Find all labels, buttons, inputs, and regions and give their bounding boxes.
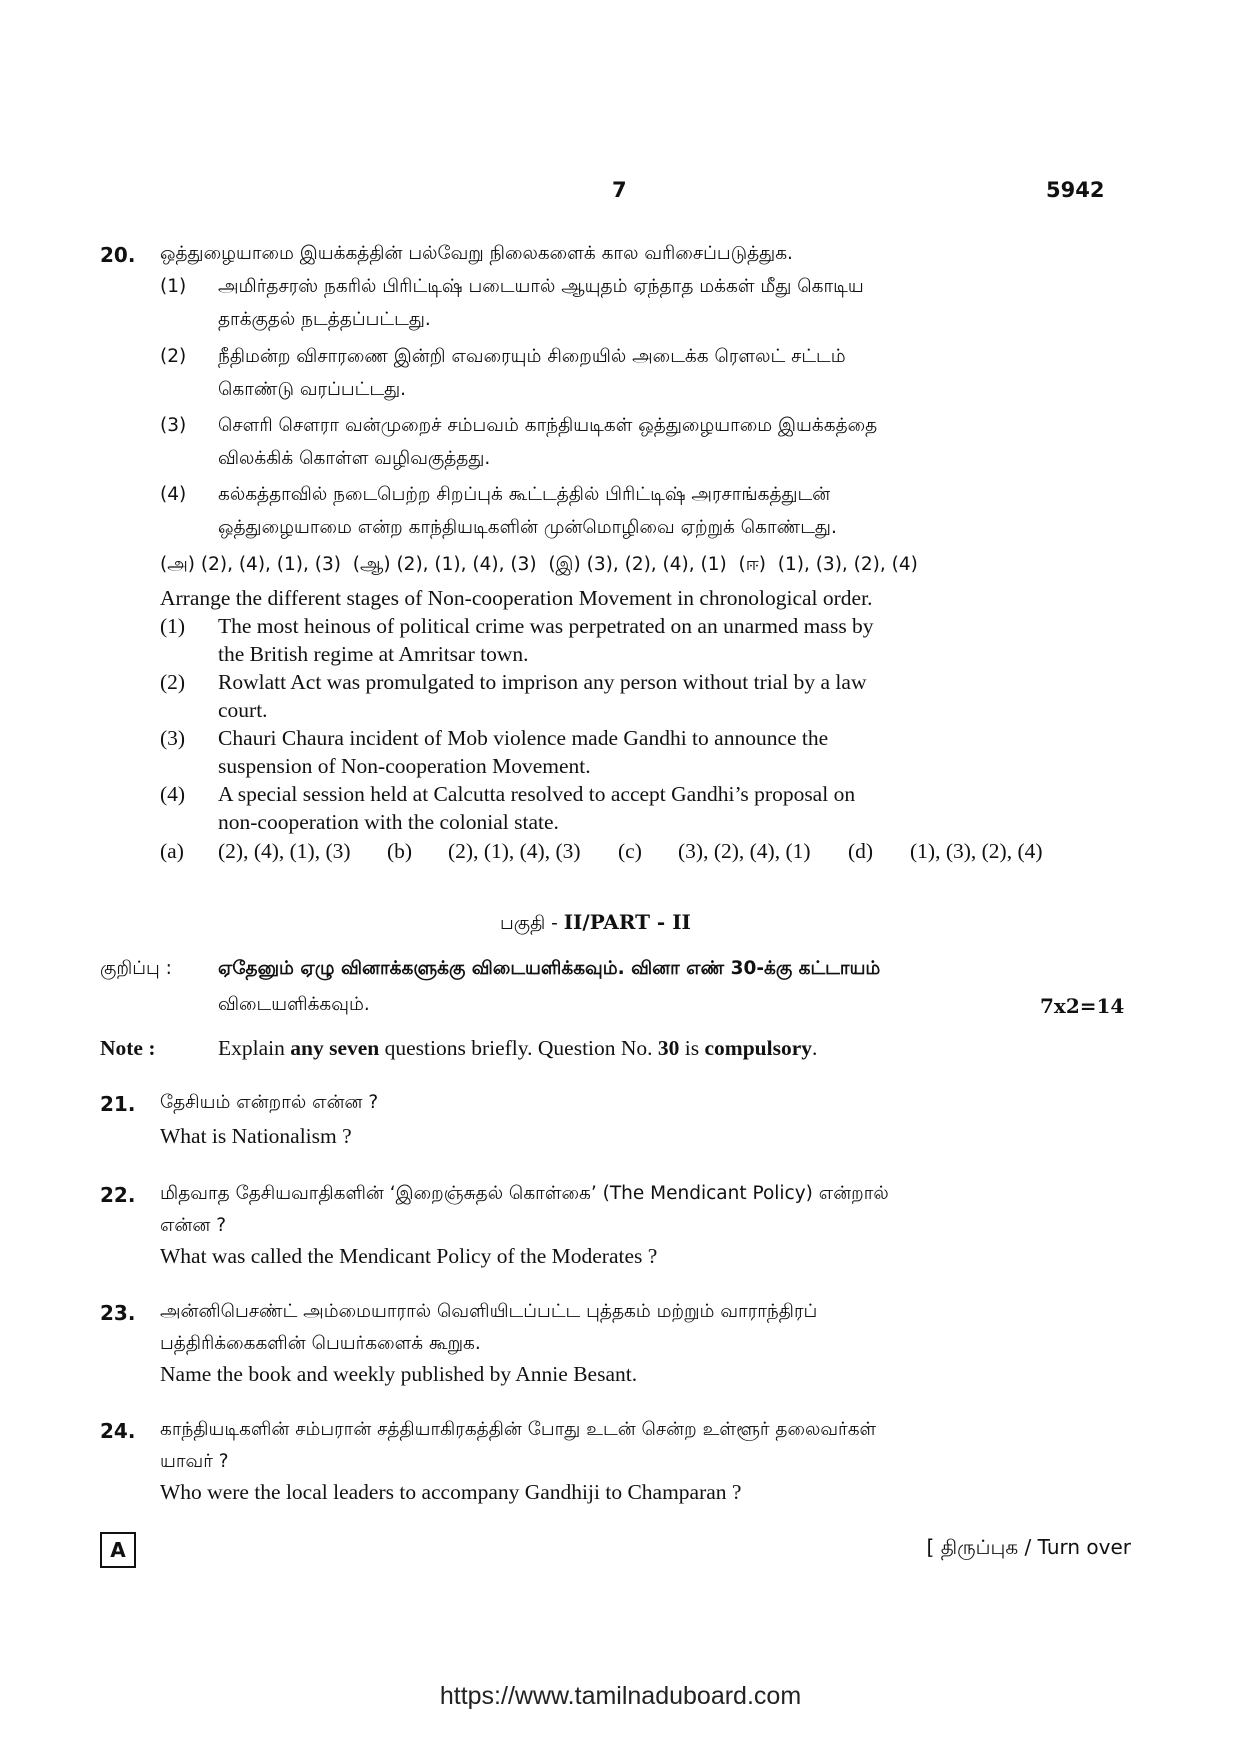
series-box: A — [100, 1532, 136, 1568]
question-text-ta: காந்தியடிகளின் சம்பரான் சத்தியாகிரகத்தின் போது உடன் சென்ற உள்ளூர் தலைவர்கள் — [160, 1419, 877, 1440]
item-text: the British regime at Amritsar town. — [218, 642, 529, 666]
item-text: கல்கத்தாவில் நடைபெற்ற சிறப்புக் கூட்டத்தில் பிரிட்டிஷ் அரசாங்கத்துடன் — [218, 484, 831, 505]
question-text-ta-2: யாவர் ? — [160, 1451, 229, 1472]
note-text-ta-2: விடையளிக்கவும். — [218, 994, 370, 1015]
option-value: (1), (3), (2), (4) — [910, 839, 1043, 863]
item-text: A special session held at Calcutta resolved to accept Gandhi’s proposal on — [218, 782, 856, 806]
item-label: (3) — [160, 726, 186, 750]
option-value: (2), (1), (4), (3) — [448, 839, 581, 863]
question-number: 22. — [100, 1183, 136, 1207]
item-text: தாக்குதல் நடத்தப்பட்டது. — [218, 309, 431, 330]
note-label-ta: குறிப்பு : — [100, 958, 172, 979]
item-label: (1) — [160, 276, 187, 297]
question-text-en: Who were the local leaders to accompany Gandhiji to Champaran ? — [160, 1480, 742, 1504]
question-text-ta: ஒத்துழையாமை இயக்கத்தின் பல்வேறு நிலைகளைக் கால வரிசைப்படுத்துக. — [160, 243, 793, 264]
item-text: suspension of Non-cooperation Movement. — [218, 754, 591, 778]
page-number: 7 — [612, 178, 627, 202]
option-label: (a) — [160, 839, 184, 863]
item-label: (2) — [160, 670, 186, 694]
marks: 7x2=14 — [1040, 994, 1125, 1018]
item-text: ஒத்துழையாமை என்ற காந்தியடிகளின் முன்மொழிவை ஏற்றுக் கொண்டது. — [218, 517, 837, 538]
item-label: (2) — [160, 346, 187, 367]
note-label-en: Note : — [100, 1036, 156, 1060]
item-text: non-cooperation with the colonial state. — [218, 810, 559, 834]
item-text: அமிர்தசரஸ் நகரில் பிரிட்டிஷ் படையால் ஆயுதம் ஏந்தாத மக்கள் மீது கொடிய — [218, 276, 864, 297]
option-label: (b) — [387, 839, 413, 863]
turn-over: [ திருப்புக / Turn over — [926, 1535, 1131, 1559]
item-text: court. — [218, 698, 268, 722]
item-label: (3) — [160, 415, 187, 436]
item-text: விலக்கிக் கொள்ள வழிவகுத்தது. — [218, 448, 491, 469]
question-text-en: Arrange the different stages of Non-cooperation Movement in chronological order. — [160, 586, 873, 610]
item-text: The most heinous of political crime was perpetrated on an unarmed mass by — [218, 614, 874, 638]
item-label: (4) — [160, 484, 187, 505]
item-label: (4) — [160, 782, 186, 806]
item-text: சௌரி சௌரா வன்முறைச் சம்பவம் காந்தியடிகள் ஒத்துழையாமை இயக்கத்தை — [218, 415, 878, 436]
part-heading-ta: பகுதி - — [500, 913, 564, 934]
question-text-ta-2: பத்திரிக்கைகளின் பெயர்களைக் கூறுக. — [160, 1333, 481, 1354]
item-text: கொண்டு வரப்பட்டது. — [218, 379, 406, 400]
question-text-en: What is Nationalism ? — [160, 1124, 352, 1148]
question-text-ta: அன்னிபெசண்ட் அம்மையாரால் வெளியிடப்பட்ட புத்தகம் மற்றும் வாராந்திரப் — [160, 1301, 818, 1322]
question-text-ta: தேசியம் என்றால் என்ன ? — [160, 1092, 379, 1113]
question-number: 23. — [100, 1301, 136, 1325]
question-text-en: What was called the Mendicant Policy of the Moderates ? — [160, 1244, 658, 1268]
question-text-en: Name the book and weekly published by Annie Besant. — [160, 1362, 638, 1386]
part-heading — [500, 910, 691, 936]
item-text: நீதிமன்ற விசாரணை இன்றி எவரையும் சிறையில் அடைக்க ரௌலட் சட்டம் — [218, 346, 846, 367]
question-text-ta: மிதவாத தேசியவாதிகளின் ‘இறைஞ்சுதல் கொள்கை’ (The Mendicant Policy) என்றால் — [160, 1183, 889, 1204]
option-label: (d) — [848, 839, 874, 863]
option-value: (2), (4), (1), (3) — [218, 839, 351, 863]
answer-options-ta: (அ) (2), (4), (1), (3) (ஆ) (2), (1), (4), (3) (இ) (3), (2), (4), (1) (ஈ) (1), (3), (2), (4) — [160, 554, 918, 575]
question-number: 24. — [100, 1419, 136, 1443]
website-url: https://www.tamilnaduboard.com — [439, 1682, 802, 1710]
option-label: (c) — [618, 839, 642, 863]
item-label: (1) — [160, 614, 186, 638]
paper-code: 5942 — [1046, 178, 1105, 202]
question-text-ta-2: என்ன ? — [160, 1215, 227, 1236]
option-value: (3), (2), (4), (1) — [678, 839, 811, 863]
part-heading-en: II/PART - II — [563, 910, 691, 934]
question-number: 20. — [100, 243, 136, 267]
note-text-ta: ஏதேனும் ஏழு வினாக்களுக்கு விடையளிக்கவும். வினா எண் 30-க்கு கட்டாயம் — [218, 958, 881, 979]
item-text: Rowlatt Act was promulgated to imprison any person without trial by a law — [218, 670, 867, 694]
item-text: Chauri Chaura incident of Mob violence made Gandhi to announce the — [218, 726, 829, 750]
question-number: 21. — [100, 1092, 136, 1116]
note-text-en: Explain any seven questions briefly. Question No. 30 is compulsory. — [218, 1036, 818, 1060]
